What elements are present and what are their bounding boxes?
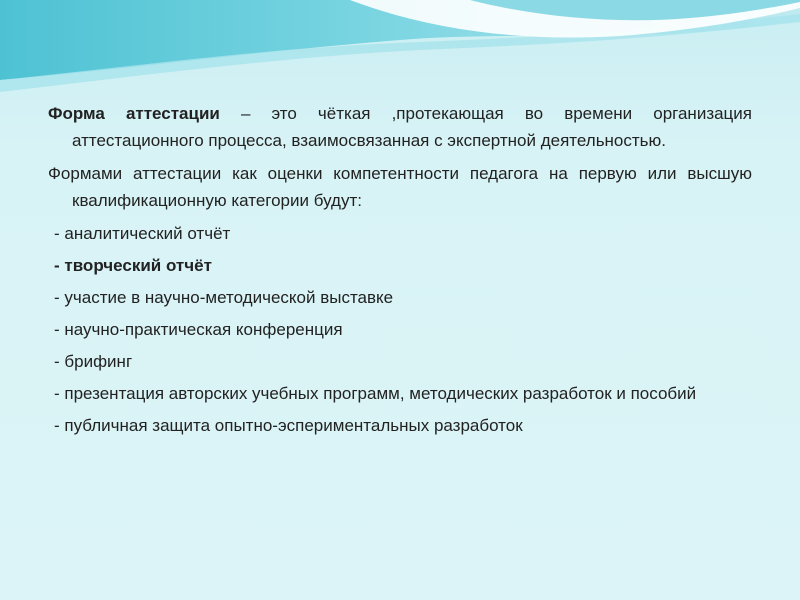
paragraph-definition	[48, 100, 752, 154]
list-item: - публичная защита опытно-эспериментальных разработок	[54, 416, 523, 435]
list-item: - творческий отчёт	[54, 256, 212, 275]
term-label: Форма аттестации	[48, 104, 220, 123]
body-text	[48, 100, 752, 439]
wave-banner	[0, 0, 800, 100]
paragraph-forms: Формами аттестации как оценки компетентности педагога на первую или высшую квалификационную категории будут:	[48, 164, 752, 210]
list-item: - аналитический отчёт	[54, 224, 231, 243]
list-item: - участие в научно-методической выставке	[54, 288, 394, 307]
list-item: - брифинг	[54, 352, 133, 371]
definition-text: – это чёткая ,протекающая во времени организация аттестационного процесса, взаимосвязанная с экспертной деятельностью.	[72, 104, 753, 150]
list-item: - научно-практическая конференция	[54, 320, 343, 339]
list-item: - презентация авторских учебных программ, методических разработок и пособий	[54, 384, 697, 403]
forms-list	[48, 220, 752, 439]
